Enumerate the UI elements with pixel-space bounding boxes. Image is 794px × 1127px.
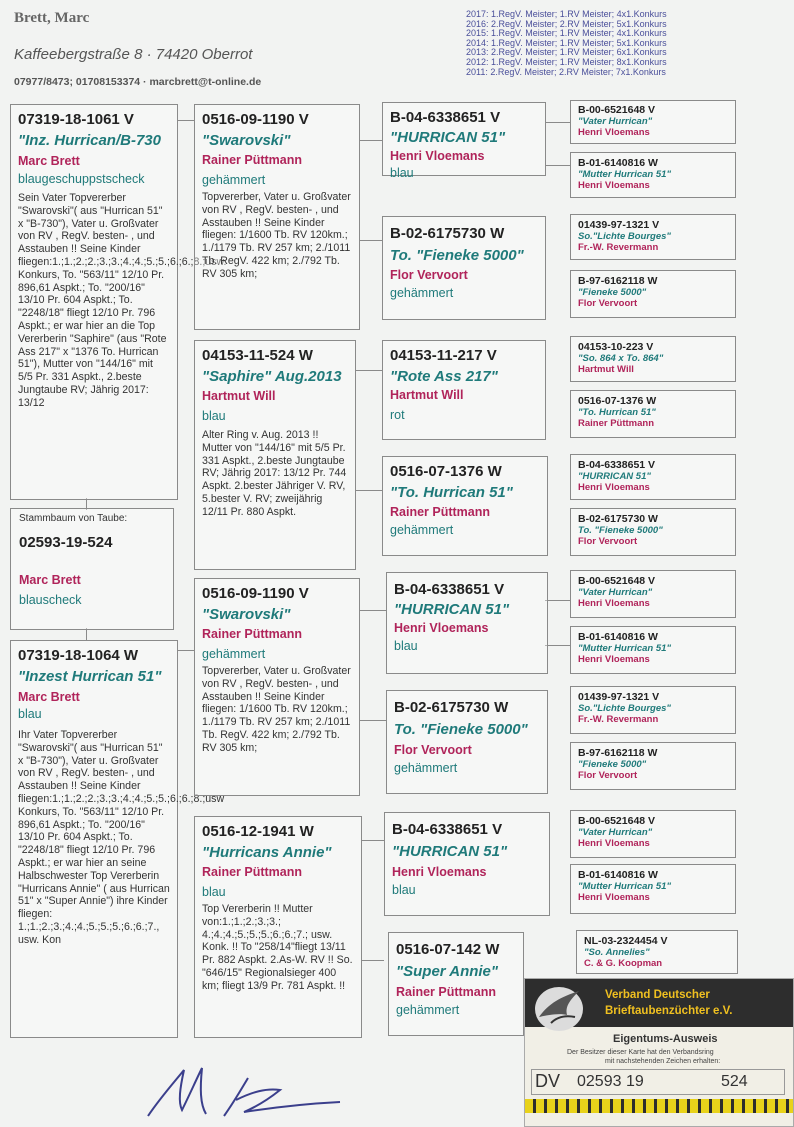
owner-name: Flor Vervoort	[578, 770, 638, 781]
plumage-color: blau	[392, 883, 416, 897]
pigeon-name: "Swarovski"	[202, 132, 291, 149]
pigeon-name: "Vater Hurrican"	[578, 827, 653, 838]
mother-description: Ihr Vater Topvererber "Swarovski"( aus "Hurrican 51" x "B-730"), Vater u. Großvater von RV , RegV. besten- , und Asstauben !! Seine Kinder fliegen:1.;1.;2.;2.;3.;3.;4.;4.;5.;5.;6.;6.;8.;usw Konkurs, To. "563/11" 12/10 Pr. 896,61 Aspkt.; To. "200/16" 13/10 Pr. 604 Aspkt.; To. "2248/18" fliegt 12/10 Pr. 796 Aspkt.; er war hier an seine Halbschwester Top Vererberin "Hurricans Annie" ( aus Hurrican 51" x "Super Annie") ihre Kinder fliegen: 1.;1.;2.;3.;4.;4.;5.;5.;5.;6.;6.;7., usw. Kon	[18, 729, 225, 946]
pigeon-name: "Hurricans Annie"	[202, 844, 332, 861]
pigeon-name: "HURRICAN 51"	[392, 843, 508, 860]
plumage-color: blau	[390, 166, 414, 180]
connector	[359, 720, 386, 721]
plumage-color: gehämmert	[390, 286, 454, 300]
pigeon-name: To. "Fieneke 5000"	[394, 721, 528, 738]
title-line: 2017: 1.RegV. Meister; 1.RV Meister; 4x1.Konkurs	[466, 9, 667, 19]
connector	[359, 240, 382, 241]
father-color: blaugeschuppstscheck	[18, 172, 145, 186]
connector	[359, 610, 386, 611]
connector	[177, 650, 194, 651]
ring-number: B-00-6521648 V	[578, 815, 656, 827]
ring-number: B-02-6175730 W	[578, 513, 658, 525]
ring-number: B-04-6338651 V	[392, 821, 503, 838]
pigeon-name: "Super Annie"	[396, 963, 499, 980]
ancestor-card	[570, 214, 736, 260]
pigeon-name: "So. Annelies"	[584, 947, 650, 958]
ring-number: 04153-11-524 W	[202, 347, 313, 364]
ring-number: B-04-6338651 V	[390, 109, 501, 126]
pigeon-name: To. "Fieneke 5000"	[390, 247, 524, 264]
father-owner: Marc Brett	[18, 154, 80, 168]
pigeon-name: "Mutter Hurrican 51"	[578, 881, 671, 892]
owner-name: Rainer Püttmann	[202, 865, 303, 879]
breeder-name: Brett, Marc	[14, 10, 90, 26]
description: Topvererber, Vater u. Großvater von RV , RegV. besten- , und Asstauben !! Seine Kinder fliegen: 1/1600 Tb. RV 120km.; 1./1179 Tb. RV 257 km; 2./1011 Tb. RegV. 422 km; 2./792 Tb. RV 305 km;	[202, 191, 351, 280]
owner-name: Hartmut Will	[578, 364, 634, 375]
ancestor-card	[570, 810, 736, 858]
pigeon-logo-icon	[531, 983, 587, 1035]
signature-icon	[140, 1058, 370, 1122]
owner-name: Henri Vloemans	[578, 838, 650, 849]
ring-number: 0516-07-1376 W	[578, 395, 657, 407]
pigeon-name: "Rote Ass 217"	[390, 368, 498, 385]
plumage-color: gehämmert	[202, 173, 266, 187]
title-line: 2015: 1.RegV. Meister; 1.RV Meister; 4x1.Konkurs	[466, 28, 667, 39]
pigeon-name: "Saphire" Aug.2013	[202, 368, 342, 385]
owner-name: Fr.-W. Revermann	[578, 714, 659, 725]
subject-ring: 02593-19-524	[19, 533, 113, 551]
connector	[361, 960, 384, 961]
ring-number: 04153-10-223 V	[578, 341, 654, 353]
card-text-line1: Der Besitzer dieser Karte hat den Verbandsring	[567, 1049, 714, 1056]
subject-owner: Marc Brett	[19, 572, 81, 587]
grandparent-card	[194, 340, 356, 570]
owner-name: Rainer Püttmann	[578, 418, 655, 429]
owner-name: Flor Vervoort	[390, 268, 468, 282]
ring-number: B-04-6338651 V	[578, 459, 656, 471]
pigeon-name: "Swarovski"	[202, 606, 291, 623]
description: Topvererber, Vater u. Großvater von RV , RegV. besten- , und Asstauben !! Seine Kinder fliegen: 1/1600 Tb. RV 120km.; 1./1179 Tb. RV 257 km; 2./1011 Tb. RegV. 422 km; 2./792 Tb. RV 305 km;	[202, 665, 351, 754]
ring-number: B-97-6162118 W	[578, 747, 658, 759]
plumage-color: blau	[202, 409, 226, 423]
ownership-card	[524, 978, 794, 1127]
pigeon-name: "Vater Hurrican"	[578, 587, 653, 598]
connector	[361, 840, 384, 841]
ancestor-card	[570, 570, 736, 618]
org-name-line1: Verband Deutscher	[605, 989, 710, 1001]
description: Alter Ring v. Aug. 2013 !! Mutter von "144/16" mit 5/5 Pr. 331 Aspkt., 2.beste Jungtaube RV; Jährig 2017: 13/12 Pr. 744 Aspkt. 2.bester Jähriger V. RV, 5.bester V. RV; zweijährig 12/11 Pr. 880 Aspkt.	[202, 429, 347, 518]
ancestor-card	[386, 690, 548, 794]
ancestor-card	[388, 932, 524, 1036]
pigeon-name: "HURRICAN 51"	[578, 471, 651, 482]
plumage-color: blau	[202, 885, 226, 899]
ring-number: 0516-07-142 W	[396, 941, 500, 958]
pigeon-name: "Mutter Hurrican 51"	[578, 643, 671, 654]
card-text-line2: mit nachstehenden Zeichen erhalten:	[605, 1058, 721, 1065]
owner-name: Fr.-W. Revermann	[578, 242, 659, 253]
father-description: Sein Vater Topvererber "Swarovski"( aus "Hurrican 51" x "B-730"), Vater u. Großvater von RV , RegV. besten- , und Asstauben !! Seine Kinder fliegen:1.;1.;2.;2.;3.;3.;4.;4.;5.;5.;6.;6.;8.;usw. Konkurs, To. "563/11" 12/10 Pr. 896,61 Aspkt.; To. "200/16" 13/10 Pr. 604 Aspkt.; To. "2248/18" fliegt 12/10 Pr. 796 Aspkt.; er war hier an die Top Vererberin "Saphire" (aus "Rote Ass 217" x "1376 To. Hurrican 51"), Mutter von "144/16" mit 5/5 Pr. 331 Aspkt., 2.beste Jungtaube RV; Jährig 2017: 13/12	[18, 192, 227, 409]
owner-name: Henri Vloemans	[578, 654, 650, 665]
owner-name: Henri Vloemans	[578, 180, 650, 191]
owner-name: C. & G. Koopman	[584, 958, 663, 969]
title-line: 2016: 2.RegV. Meister; 2.RV Meister; 5x1.Konkurs	[466, 18, 667, 29]
ancestor-card	[570, 508, 736, 556]
breeder-contact: 07977/8473; 01708153374 · marcbrett@t-online.de	[14, 76, 262, 88]
ancestor-card	[382, 216, 546, 320]
plumage-color: blau	[394, 639, 418, 653]
connector	[355, 370, 382, 371]
pigeon-name: "So. 864 x To. 864"	[578, 353, 664, 364]
ancestor-card	[570, 686, 736, 734]
titles-list	[466, 10, 667, 77]
ring-number: 0516-09-1190 V	[202, 585, 309, 602]
ancestor-card	[570, 626, 736, 674]
ring-prefix: DV	[535, 1071, 561, 1091]
grandparent-card	[194, 104, 360, 330]
connector	[177, 120, 194, 121]
owner-name: Henri Vloemans	[578, 482, 650, 493]
breeder-address: Kaffeebergstraße 8 · 74420 Oberrot	[14, 46, 253, 63]
ring-number: 01439-97-1321 V	[578, 691, 660, 703]
pigeon-name: So."Lichte Bourges"	[578, 231, 671, 242]
ancestor-card	[570, 742, 736, 790]
grandparent-card	[194, 578, 360, 796]
pigeon-name: "Fieneke 5000"	[578, 759, 647, 770]
owner-name: Flor Vervoort	[578, 536, 638, 547]
mother-name: "Inzest Hurrican 51"	[18, 668, 162, 685]
owner-name: Henri Vloemans	[394, 621, 489, 635]
subject-color: blauscheck	[19, 592, 82, 607]
connector	[359, 140, 382, 141]
ring-number: 01439-97-1321 V	[578, 219, 660, 231]
ring-number: B-04-6338651 V	[394, 581, 505, 598]
ring-number: NL-03-2324454 V	[584, 935, 668, 947]
pigeon-name: So."Lichte Bourges"	[578, 703, 671, 714]
mother-color: blau	[18, 707, 42, 721]
owner-name: Flor Vervoort	[578, 298, 638, 309]
owner-name: Rainer Püttmann	[202, 627, 303, 641]
pigeon-name: "Fieneke 5000"	[578, 287, 647, 298]
ring-number: B-02-6175730 W	[394, 699, 509, 716]
owner-name: Hartmut Will	[390, 388, 464, 402]
connector	[355, 490, 382, 491]
ring-number: 04153-11-217 V	[390, 347, 497, 364]
ancestor-card	[382, 456, 548, 556]
owner-name: Hartmut Will	[202, 389, 276, 403]
ancestor-card	[570, 270, 736, 318]
ring-number-field: 02593 19	[577, 1073, 644, 1090]
ancestor-card	[382, 102, 546, 180]
connector	[545, 600, 570, 601]
ring-suffix: 524	[721, 1073, 748, 1090]
pigeon-name: "To. Hurrican 51"	[390, 484, 513, 501]
ring-number: B-00-6521648 V	[578, 104, 656, 116]
owner-name: Henri Vloemans	[392, 865, 487, 879]
ring-number: B-02-6175730 W	[390, 225, 505, 242]
ancestor-card	[570, 390, 736, 438]
owner-name: Rainer Püttmann	[390, 505, 491, 519]
father-card	[10, 104, 227, 500]
subject-label: Stammbaum von Taube:	[19, 513, 128, 524]
ring-number: B-01-6140816 W	[578, 631, 658, 643]
ring-number: B-97-6162118 W	[578, 275, 658, 287]
decorative-stripe	[525, 1099, 794, 1113]
title-line: 2011: 2.RegV. Meister; 2.RV Meister; 7x1.Konkurs	[466, 66, 666, 77]
owner-name: Flor Vervoort	[394, 743, 472, 757]
title-line: 2014: 1.RegV. Meister; 1.RV Meister; 5x1.Konkurs	[466, 37, 667, 48]
ring-number: B-01-6140816 W	[578, 869, 658, 881]
title-line: 2013: 2.RegV. Meister; 1.RV Meister; 6x1.Konkurs	[466, 47, 667, 58]
pigeon-name: To. "Fieneke 5000"	[578, 525, 663, 536]
pigeon-name: "HURRICAN 51"	[390, 129, 506, 146]
ring-number: 0516-09-1190 V	[202, 111, 309, 128]
mother-ring: 07319-18-1064 W	[18, 647, 139, 664]
connector	[545, 645, 570, 646]
subject-card	[10, 508, 174, 630]
ancestor-card	[386, 572, 548, 674]
ring-number: B-01-6140816 W	[578, 157, 658, 169]
plumage-color: gehämmert	[390, 523, 454, 537]
owner-name: Henri Vloemans	[390, 149, 485, 163]
pigeon-name: "Vater Hurrican"	[578, 116, 653, 127]
grandparent-card	[194, 816, 362, 1038]
ring-number: 0516-07-1376 W	[390, 463, 502, 480]
org-name-line2: Brieftaubenzüchter e.V.	[605, 1005, 733, 1017]
owner-name: Henri Vloemans	[578, 127, 650, 138]
plumage-color: gehämmert	[202, 647, 266, 661]
father-ring: 07319-18-1061 V	[18, 111, 134, 128]
ring-number: 0516-12-1941 W	[202, 823, 314, 840]
ancestor-card	[570, 100, 736, 144]
ancestor-card	[382, 340, 546, 440]
ancestor-card	[570, 864, 736, 914]
ancestor-card	[570, 152, 736, 198]
owner-name: Henri Vloemans	[578, 598, 650, 609]
title-line: 2012: 1.RegV. Meister; 1.RV Meister; 8x1.Konkurs	[466, 56, 667, 67]
pigeon-name: "Mutter Hurrican 51"	[578, 169, 671, 180]
connector	[545, 165, 570, 166]
owner-name: Rainer Püttmann	[202, 153, 303, 167]
ancestor-card	[576, 930, 738, 974]
pigeon-name: "HURRICAN 51"	[394, 601, 510, 618]
plumage-color: gehämmert	[394, 761, 458, 775]
father-name: "Inz. Hurrican/B-730	[18, 132, 161, 149]
plumage-color: rot	[390, 408, 405, 422]
ancestor-card	[570, 336, 736, 382]
owner-name: Henri Vloemans	[578, 892, 650, 903]
ancestor-card	[384, 812, 550, 916]
connector	[545, 122, 570, 123]
owner-name: Rainer Püttmann	[396, 985, 497, 999]
description: Top Vererberin !! Mutter von:1.;1.;2.;3.;3.; 4.;4.;4.;5.;5.;5.;6.;6.;7.; usw. Konk. !! To "258/14"fliegt 13/11 Pr. 882 Aspkt. 2.As-W. RV !! So. "646/15" Regionalsieger 400 km; fliegt 13/9 Pr. 781 Aspkt. !!	[202, 903, 353, 992]
plumage-color: gehämmert	[396, 1003, 460, 1017]
ancestor-card	[570, 454, 736, 500]
mother-owner: Marc Brett	[18, 690, 80, 704]
mother-card	[10, 640, 225, 1038]
ring-number: B-00-6521648 V	[578, 575, 656, 587]
pigeon-name: "To. Hurrican 51"	[578, 407, 656, 418]
card-title: Eigentums-Ausweis	[613, 1033, 718, 1045]
